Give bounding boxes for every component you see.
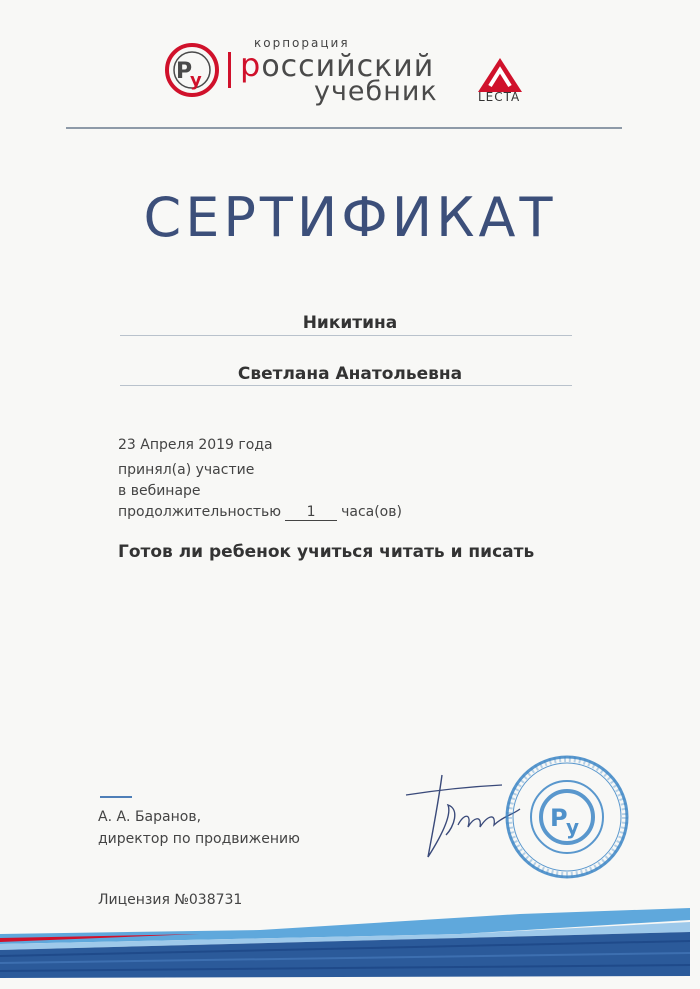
recipient-given-names: Светлана Анатольевна xyxy=(237,364,463,384)
header-divider xyxy=(66,127,622,129)
duration-prefix: продолжительностью xyxy=(118,504,282,520)
signatory-position: директор по продвижению xyxy=(98,831,300,847)
signatory-name: А. А. Баранов, xyxy=(98,809,202,825)
russian-textbook-logo xyxy=(164,36,454,106)
event-date: 23 Апреля 2019 года xyxy=(118,437,273,453)
given-names-underline xyxy=(120,385,572,386)
svg-text:у: у xyxy=(190,70,202,91)
ru-monogram-icon xyxy=(164,42,220,98)
duration-value: 1 xyxy=(285,504,337,521)
footer-stripes xyxy=(0,900,700,989)
corp-name-first-letter: р xyxy=(240,46,262,84)
svg-text:у: у xyxy=(566,815,580,839)
svg-text:Р: Р xyxy=(176,59,193,84)
recipient-surname: Никитина xyxy=(302,313,398,333)
corp-small-label: корпорация xyxy=(254,36,350,50)
duration-line xyxy=(118,502,402,523)
signatory-block xyxy=(98,806,300,850)
signatory-accent-line xyxy=(100,796,132,798)
license-number: Лицензия №038731 xyxy=(98,892,243,908)
surname-underline xyxy=(120,335,572,336)
duration-suffix: часа(ов) xyxy=(341,504,402,520)
participation-text xyxy=(118,460,402,523)
lecta-label: LECTA xyxy=(478,90,521,104)
corp-name-line2: учебник xyxy=(314,76,438,107)
company-stamp xyxy=(502,752,632,882)
svg-text:Р: Р xyxy=(550,804,568,832)
webinar-title: Готов ли ребенок учиться читать и писать xyxy=(118,542,535,562)
corp-name-line1-rest: оссийский xyxy=(261,49,435,84)
participated-line: принял(а) участие xyxy=(118,462,255,478)
logo-divider xyxy=(228,52,231,88)
certificate-title: СЕРТИФИКАТ xyxy=(143,186,557,249)
event-type-line: в вебинаре xyxy=(118,483,201,499)
